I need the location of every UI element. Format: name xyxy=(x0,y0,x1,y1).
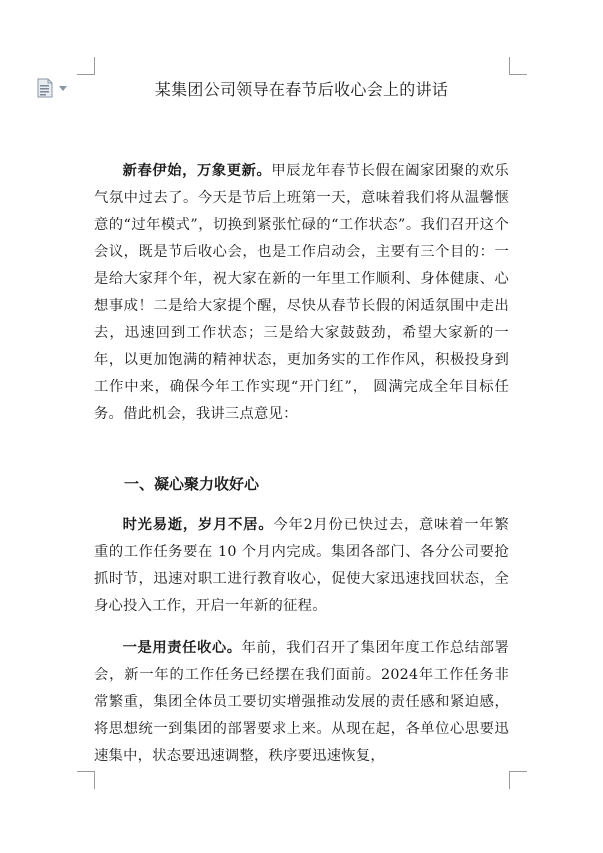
section-heading-1: 一、凝心聚力收好心 xyxy=(124,475,260,493)
crop-mark-top-right xyxy=(509,57,527,75)
paragraph-3-lead: 一是用责任收心。 xyxy=(122,640,242,656)
crop-mark-top-left xyxy=(77,57,95,75)
paste-options-button[interactable] xyxy=(36,77,76,99)
paragraph-3 xyxy=(94,635,509,770)
paragraph-2-text: 今年2月份已快过去，意味着一年繁重的工作任务要在 10 个月内完成。集团各部门、各分公司要抢抓时节，迅速对职工进行教育收心，促使大家迅速找回状态，全身心投入工作，开启一年新的征程。 xyxy=(94,517,509,614)
caret-down-icon xyxy=(59,86,67,91)
crop-mark-bottom-left xyxy=(77,771,95,789)
document-icon xyxy=(36,78,54,98)
paragraph-3-text: 年前，我们召开了集团年度工作总结部署会，新一年的工作任务已经摆在我们面前。2024年工作任务非常繁重，集团全体员工要切实增强推动发展的责任感和紧迫感，将思想统一到集团的部署要求上来。从现在起，各单位心思要迅速集中，状态要迅速调整，秩序要迅速恢复， xyxy=(94,640,510,764)
paragraph-1 xyxy=(94,158,509,428)
document-title: 某集团公司领导在春节后收心会上的讲话 xyxy=(154,80,449,99)
paragraph-1-lead: 新春伊始，万象更新。 xyxy=(122,163,272,179)
paragraph-2 xyxy=(94,512,509,620)
paragraph-1-text: 甲辰龙年春节长假在阖家团聚的欢乐气氛中过去了。今天是节后上班第一天，意味着我们将从温馨惬意的“过年模式”，切换到紧张忙碌的“工作状态”。我们召开这个会议，既是节后收心会，也是工作启动会，主要有三个目的：一是给大家拜个年，祝大家在新的一年里工作顺利、身体健康、心想事成！二是给大家提个醒，尽快从春节长假的闲适氛围中走出去，迅速回到工作状态；三是给大家鼓鼓劲，希望大家新的一年，以更加饱满的精神状态，更加务实的工作作风，积极投身到工作中来，确保今年工作实现“开门红”， 圆满完成全年目标任务。借此机会，我讲三点意见： xyxy=(94,163,510,422)
crop-mark-bottom-right xyxy=(509,771,527,789)
paragraph-2-lead: 时光易逝，岁月不居。 xyxy=(122,517,274,533)
